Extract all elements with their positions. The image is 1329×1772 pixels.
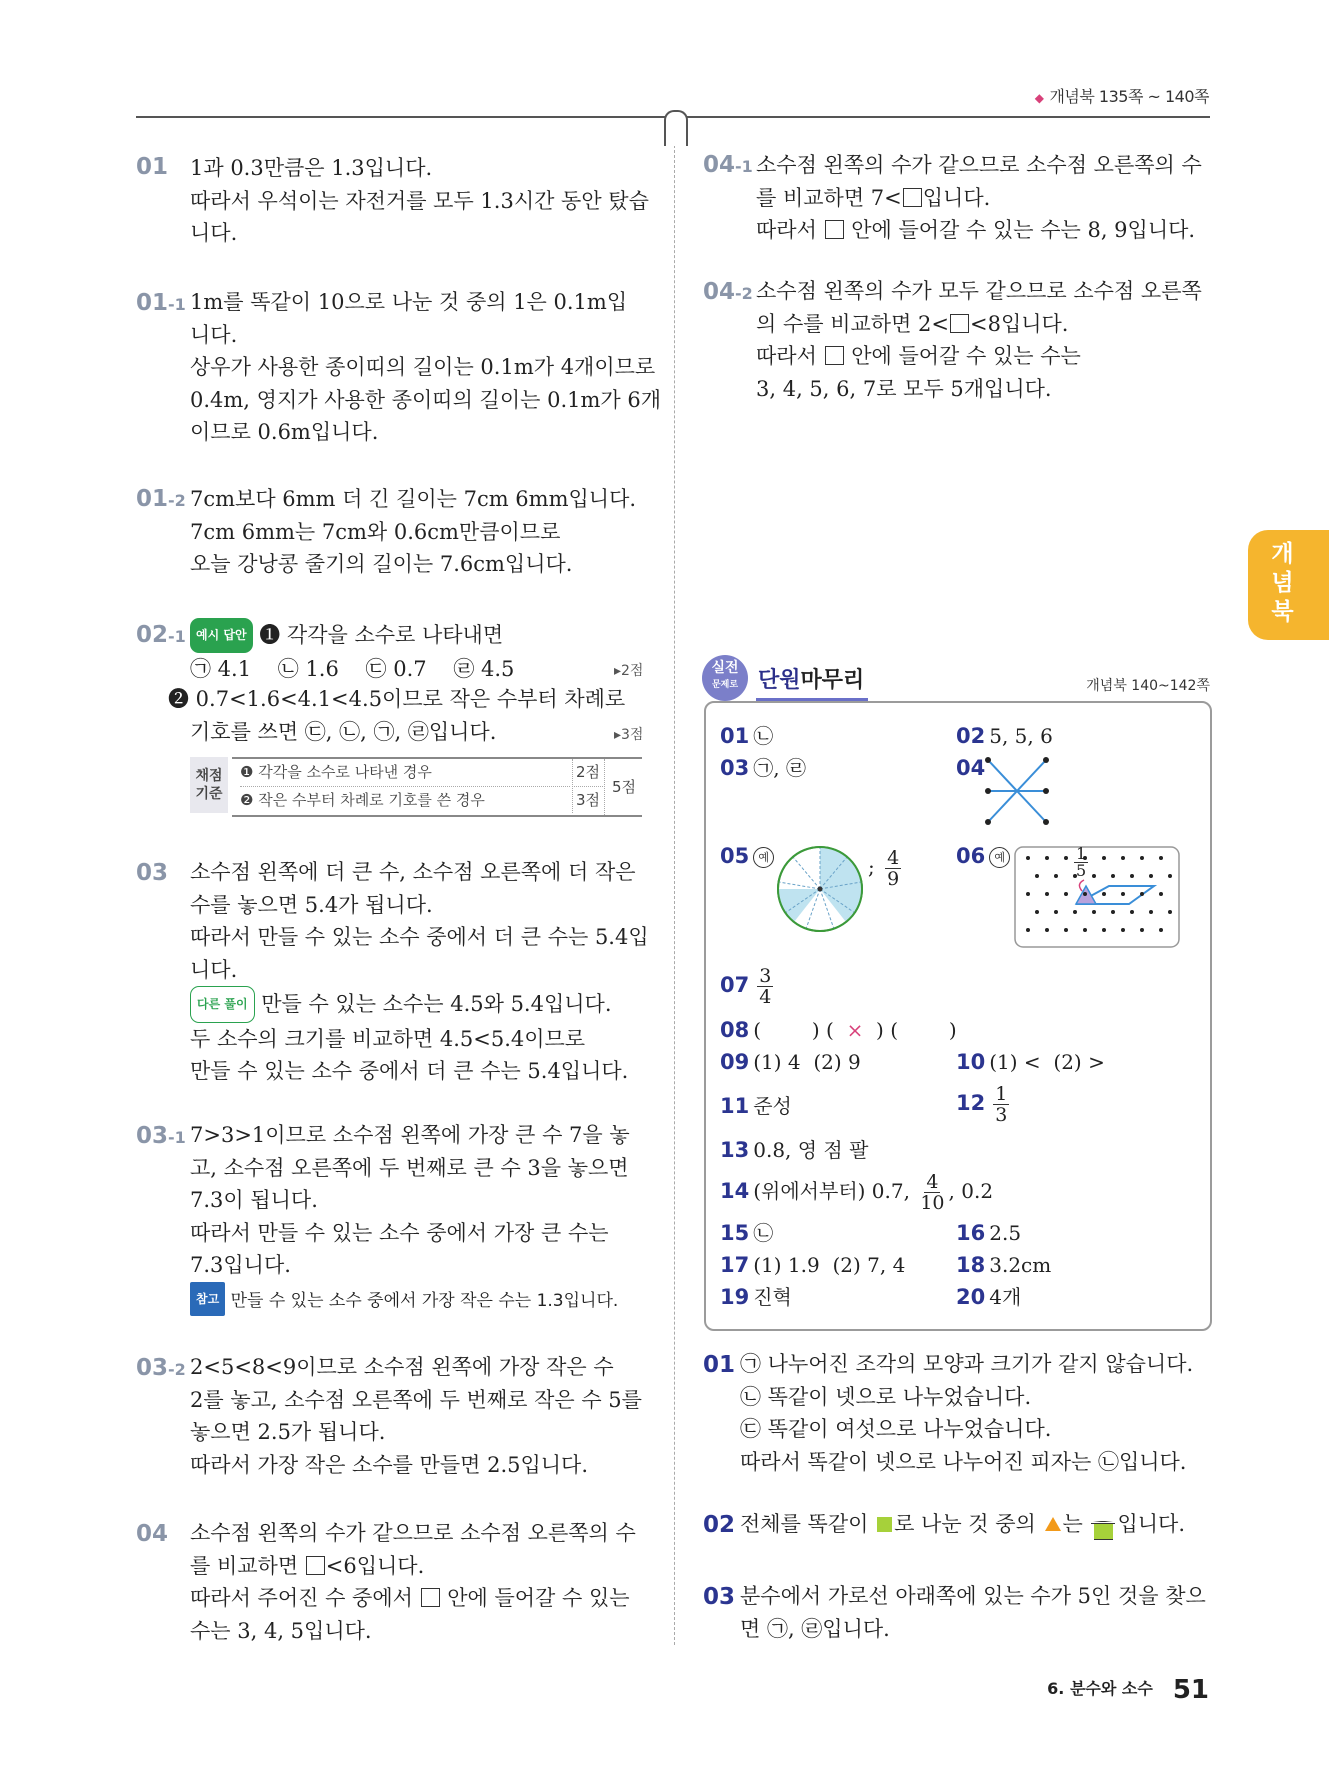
solution-text: ㉠ 나누어진 조각의 모양과 크기가 같지 않습니다. ㉡ 똑같이 넷으로 나누었습니다. ㉢ 똑같이 여섯으로 나누었습니다. 따라서 똑같이 넷으로 나누어진 피자는 ㉡입니다.: [740, 1352, 1194, 1474]
grid-dot: [1140, 928, 1144, 932]
blank-box: [825, 220, 844, 239]
grid-dot: [1102, 856, 1106, 860]
dot-grid-diagram: [1014, 846, 1180, 948]
grid-dot: [1092, 910, 1096, 914]
unit-review-header: [700, 655, 1210, 701]
column-divider: [674, 130, 675, 1645]
answer-04: 04: [956, 756, 986, 780]
grid-dot: [1159, 892, 1163, 896]
side-tab-concept-book[interactable]: 개 념 북: [1248, 530, 1329, 640]
grid-dot: [1045, 892, 1049, 896]
problem-number: 03: [703, 1584, 736, 1610]
square-symbol: [877, 1517, 892, 1532]
solution-text: 소수점 왼쪽에 더 큰 수, 소수점 오른쪽에 더 작은 수를 놓으면 5.4가 됩니다. 따라서 만들 수 있는 소수 중에서 더 큰 수는 5.4입 니다. 다른 풀이 만들 수 있는 소수는 4.5와 5.4입니다. 두 소수의 크기를 비교하면 4.5<5.4이므로 만들 수 있는 소수 중에서 더 큰 수는 5.4입니다.: [190, 860, 649, 1083]
answer-13: 13 0.8, 영 점 팔: [720, 1138, 869, 1162]
solution-text: 1과 0.3만큼은 1.3입니다. 따라서 우석이는 자전거를 모두 1.3시간 동안 탔습 니다.: [190, 156, 649, 245]
answer-08: 08 ( ) ( × ) ( ): [720, 1018, 957, 1042]
score-label: ▸3점: [614, 727, 644, 743]
scoring-criteria-table: [190, 757, 642, 813]
review-reference: 개념북 140~142쪽: [1086, 678, 1210, 694]
solution-text: 전체를 똑같이 로 나눈 것 중의 는 입니다.: [740, 1508, 1185, 1542]
grid-dot: [1026, 892, 1030, 896]
problem-number: 01-1: [136, 290, 186, 316]
blank-box: [421, 1588, 440, 1607]
solution-text: 소수점 왼쪽의 수가 모두 같으므로 소수점 오른쪽 의 수를 비교하면 2< <8입니다. 따라서 안에 들어갈 수 있는 수는 3, 4, 5, 6, 7로 모두 5개입니다.: [756, 279, 1202, 401]
grid-dot: [1102, 892, 1106, 896]
grid-dot: [1083, 928, 1087, 932]
note-tag: 참고: [190, 1282, 225, 1317]
answer-10: 10 (1) < (2) >: [956, 1050, 1105, 1074]
problem-number: 01-2: [136, 486, 186, 512]
header-rule-right: [674, 116, 1210, 118]
grid-dot: [1121, 928, 1125, 932]
chapter-title: 6. 분수와 소수: [1047, 1679, 1153, 1698]
triangle-symbol: [1045, 1517, 1061, 1531]
header-rule-left: [136, 116, 674, 118]
answer-02: 02 5, 5, 6: [956, 724, 1053, 748]
solution-text: 소수점 왼쪽의 수가 같으므로 소수점 오른쪽의 수 를 비교하면 <6입니다. 따라서 주어진 수 중에서 안에 들어갈 수 있는 수는 3, 4, 5입니다.: [190, 1521, 636, 1643]
grid-dot: [1064, 892, 1068, 896]
criteria-total: 5점: [604, 759, 643, 815]
answer-07: 07 $\frac{3}{4}$: [720, 965, 772, 1008]
solution-text: 7cm보다 6mm 더 긴 길이는 7cm 6mm입니다. 7cm 6mm는 7cm와 0.6cm만큼이므로 오늘 강낭콩 줄기의 길이는 7.6cm입니다.: [190, 487, 637, 576]
answer-15: 15 ㉡: [720, 1221, 774, 1245]
alternative-solution-tag: 다른 풀이: [190, 986, 255, 1023]
grid-dot: [1130, 874, 1134, 878]
grid-dot: [1026, 928, 1030, 932]
solution-text: 7>3>1이므로 소수점 왼쪽에 가장 큰 수 7을 놓 고, 소수점 오른쪽에 두 번째로 큰 수 3을 놓으면 7.3이 됩니다. 따라서 만들 수 있는 소수 중에서 가장 큰 수는 7.3입니다. 참고 만들 수 있는 소수 중에서 가장 작은 수는 1.3입니다.: [190, 1119, 630, 1317]
grid-dot: [1102, 928, 1106, 932]
practice-badge: 실전 문제로: [702, 655, 748, 701]
grid-dot: [1149, 874, 1153, 878]
grid-dot: [1064, 856, 1068, 860]
grid-dot: [1140, 892, 1144, 896]
blank-box: [825, 346, 844, 365]
grid-dot: [1054, 874, 1058, 878]
solution-text: 소수점 왼쪽의 수가 같으므로 소수점 오른쪽의 수 를 비교하면 7< 입니다. 따라서 안에 들어갈 수 있는 수는 8, 9입니다.: [756, 153, 1202, 242]
problem-number: 04-1: [703, 152, 753, 178]
problem-number: 02-1: [136, 622, 186, 648]
criteria-label: 채점 기준: [190, 757, 228, 813]
answer-11: 11 준성: [720, 1094, 792, 1118]
example-answer-tag: 예시 답안: [190, 618, 253, 653]
grid-dot: [1168, 874, 1172, 878]
answer-01: 01 ㉡: [720, 724, 774, 748]
criteria-score: 2점: [572, 759, 603, 785]
problem-number: 04-2: [703, 279, 753, 305]
answer-12: 12 $\frac{1}{3}$: [956, 1083, 1008, 1126]
grid-dot: [1035, 874, 1039, 878]
answer-19: 19 진혁: [720, 1285, 792, 1309]
grid-dot: [1130, 910, 1134, 914]
grid-dot: [1168, 910, 1172, 914]
unit-review-title: 단원마무리: [758, 668, 865, 693]
blank-box: [306, 1556, 325, 1575]
answer-03: 03 ㉠, ㉣: [720, 756, 806, 780]
answer-05-value: ; $\frac{4}{9}$: [868, 847, 900, 890]
answer-05: 05 예: [720, 842, 774, 870]
problem-number: 03-1: [136, 1123, 186, 1149]
grid-dot: [1111, 910, 1115, 914]
grid-dot: [1111, 874, 1115, 878]
answer-06-value: $\frac{1}{5}$: [1076, 844, 1087, 880]
problem-number: 04: [136, 1521, 169, 1547]
problem-number: 03: [136, 860, 169, 886]
answer-16: 16 2.5: [956, 1221, 1022, 1245]
score-label: ▸2점: [614, 663, 644, 679]
solution-text: 예시 답안 ❶ 각각을 소수로 나타내면 ㉠ 4.1 ㉡ 1.6 ㉢ 0.7 ㉣ 4.5: [190, 618, 514, 685]
grid-dot: [1140, 856, 1144, 860]
grid-dot: [1092, 874, 1096, 878]
answer-18: 18 3.2cm: [956, 1253, 1052, 1277]
grid-dot: [1149, 910, 1153, 914]
grid-dot: [1083, 892, 1087, 896]
grid-dot: [1035, 910, 1039, 914]
grid-dot: [1026, 856, 1030, 860]
book-reference: ◆ 개념북 135쪽 ~ 140쪽: [1034, 87, 1209, 106]
grid-dot: [1121, 856, 1125, 860]
grid-dot: [1064, 928, 1068, 932]
grid-dot: [1159, 928, 1163, 932]
grid-dot: [1045, 928, 1049, 932]
answer-06: 06 예: [956, 842, 1010, 870]
matching-lines-diagram: [980, 756, 1052, 828]
criteria-score: 3점: [572, 786, 603, 813]
circle-fraction-diagram: [774, 843, 866, 935]
problem-number: 01: [703, 1352, 736, 1378]
answer-20: 20 4개: [956, 1285, 1022, 1309]
solution-text: 2<5<8<9이므로 소수점 왼쪽에 가장 작은 수 2를 놓고, 소수점 오른쪽에 두 번째로 작은 수 5를 놓으면 2.5가 됩니다. 따라서 가장 작은 소수를 만들면 2.5입니다.: [190, 1355, 642, 1477]
grid-dot: [1054, 910, 1058, 914]
divider-notch: [664, 110, 688, 146]
problem-number: 02: [703, 1512, 736, 1538]
answer-17: 17 (1) 1.9 (2) 7, 4: [720, 1253, 906, 1277]
fraction: $\frac{4}{9}$: [887, 847, 900, 890]
solution-text: 1m를 똑같이 10으로 나눈 것 중의 1은 0.1m입 니다. 상우가 사용한 종이띠의 길이는 0.1m가 4개이므로 0.4m, 영지가 사용한 종이띠의 길이는 0.1m가 6개 이므로 0.6m입니다.: [190, 290, 661, 444]
solution-text-step2: ❷ 0.7<1.6<4.1<4.5이므로 작은 수부터 차례로 기호를 쓰면 ㉢, ㉡, ㉠, ㉣입니다.: [168, 687, 626, 744]
answer-09: 09 (1) 4 (2) 9: [720, 1050, 861, 1074]
answer-14: 14 (위에서부터) 0.7, $\frac{4}{10}$ , 0.2: [720, 1171, 994, 1214]
problem-number: 03-2: [136, 1355, 186, 1381]
grid-dot: [1073, 910, 1077, 914]
blank-box: [950, 314, 969, 333]
criteria-row: ❷ 작은 수부터 차례로 기호를 쓴 경우: [240, 786, 570, 813]
page-number: 51: [1172, 1675, 1209, 1705]
criteria-row: ❶ 각각을 소수로 나타낸 경우: [240, 763, 432, 781]
grid-dot: [1159, 856, 1163, 860]
problem-number: 01: [136, 154, 169, 180]
grid-dot: [1045, 856, 1049, 860]
solution-text: 분수에서 가로선 아래쪽에 있는 수가 5인 것을 찾으 면 ㉠, ㉣입니다.: [740, 1584, 1206, 1641]
blank-box: [903, 188, 922, 207]
grid-dot: [1121, 892, 1125, 896]
page-footer: [1047, 1675, 1209, 1705]
